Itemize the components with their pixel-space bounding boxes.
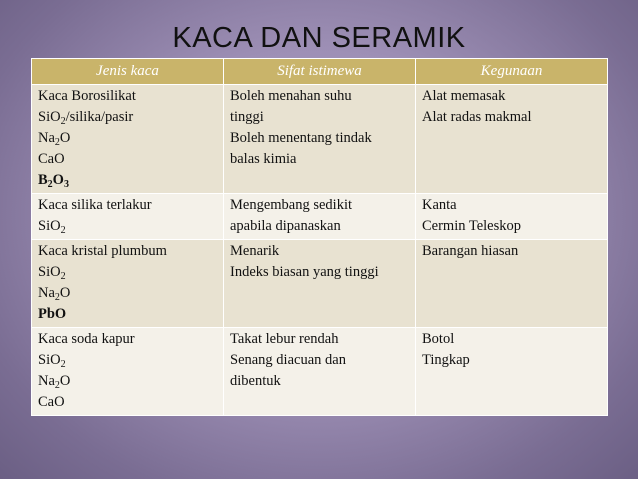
header-kegunaan: Kegunaan: [416, 59, 608, 85]
jenis-line: SiO$_2$: [38, 352, 66, 370]
sifat-line: Menarik: [230, 243, 280, 259]
jenis-line: Kaca Borosilikat: [38, 88, 136, 104]
cell-jenis: [32, 240, 224, 328]
jenis-line: Kaca silika terlakur: [38, 197, 152, 213]
sifat-line: Takat lebur rendah: [230, 331, 339, 347]
jenis-line: CaO: [38, 394, 65, 410]
cell-kegunaan: [416, 240, 608, 328]
sifat-line: dibentuk: [230, 373, 281, 389]
cell-sifat: [224, 85, 416, 194]
sifat-line: Boleh menentang tindak: [230, 130, 372, 146]
jenis-line: SiO$_2$: [38, 218, 66, 236]
glass-types-table: [31, 58, 608, 416]
sifat-line: tinggi: [230, 109, 264, 125]
sifat-line: Boleh menahan suhu: [230, 88, 352, 104]
sifat-line: apabila dipanaskan: [230, 218, 341, 234]
kegunaan-line: Kanta: [422, 197, 457, 213]
kegunaan-line: Alat memasak: [422, 88, 506, 104]
kegunaan-line: Botol: [422, 331, 455, 347]
cell-kegunaan: [416, 328, 608, 416]
cell-jenis: [32, 194, 224, 240]
jenis-line: Kaca kristal plumbum: [38, 243, 167, 259]
jenis-line: $Na_2O$: [38, 373, 71, 391]
cell-sifat: [224, 194, 416, 240]
table-row: [32, 328, 608, 416]
jenis-line: SiO$_2$/silika/pasir: [38, 109, 134, 127]
cell-sifat: [224, 240, 416, 328]
sifat-line: Indeks biasan yang tinggi: [230, 264, 379, 280]
cell-kegunaan: [416, 85, 608, 194]
cell-sifat: [224, 328, 416, 416]
jenis-line: SiO$_2$: [38, 264, 66, 282]
table-header-row: [32, 59, 608, 85]
table-row: [32, 194, 608, 240]
header-sifat-istimewa: Sifat istimewa: [224, 59, 416, 85]
jenis-line: $B_2O_3$: [38, 172, 69, 190]
sifat-line: balas kimia: [230, 151, 297, 167]
jenis-line: PbO: [38, 306, 67, 322]
jenis-line: $Na_2O$: [38, 285, 71, 303]
kegunaan-line: Tingkap: [422, 352, 470, 368]
kegunaan-line: Cermin Teleskop: [422, 218, 521, 234]
jenis-line: $Na_2O$: [38, 130, 71, 148]
sifat-line: Senang diacuan dan: [230, 352, 346, 368]
header-jenis-kaca: Jenis kaca: [32, 59, 224, 85]
cell-jenis: [32, 328, 224, 416]
kegunaan-line: Alat radas makmal: [422, 109, 532, 125]
cell-kegunaan: [416, 194, 608, 240]
cell-jenis: [32, 85, 224, 194]
table-row: [32, 85, 608, 194]
jenis-line: Kaca soda kapur: [38, 331, 135, 347]
jenis-line: CaO: [38, 151, 65, 167]
sifat-line: Mengembang sedikit: [230, 197, 353, 213]
slide-title: KACA DAN SERAMIK: [172, 22, 466, 54]
kegunaan-line: Barangan hiasan: [422, 243, 519, 259]
table-row: [32, 240, 608, 328]
